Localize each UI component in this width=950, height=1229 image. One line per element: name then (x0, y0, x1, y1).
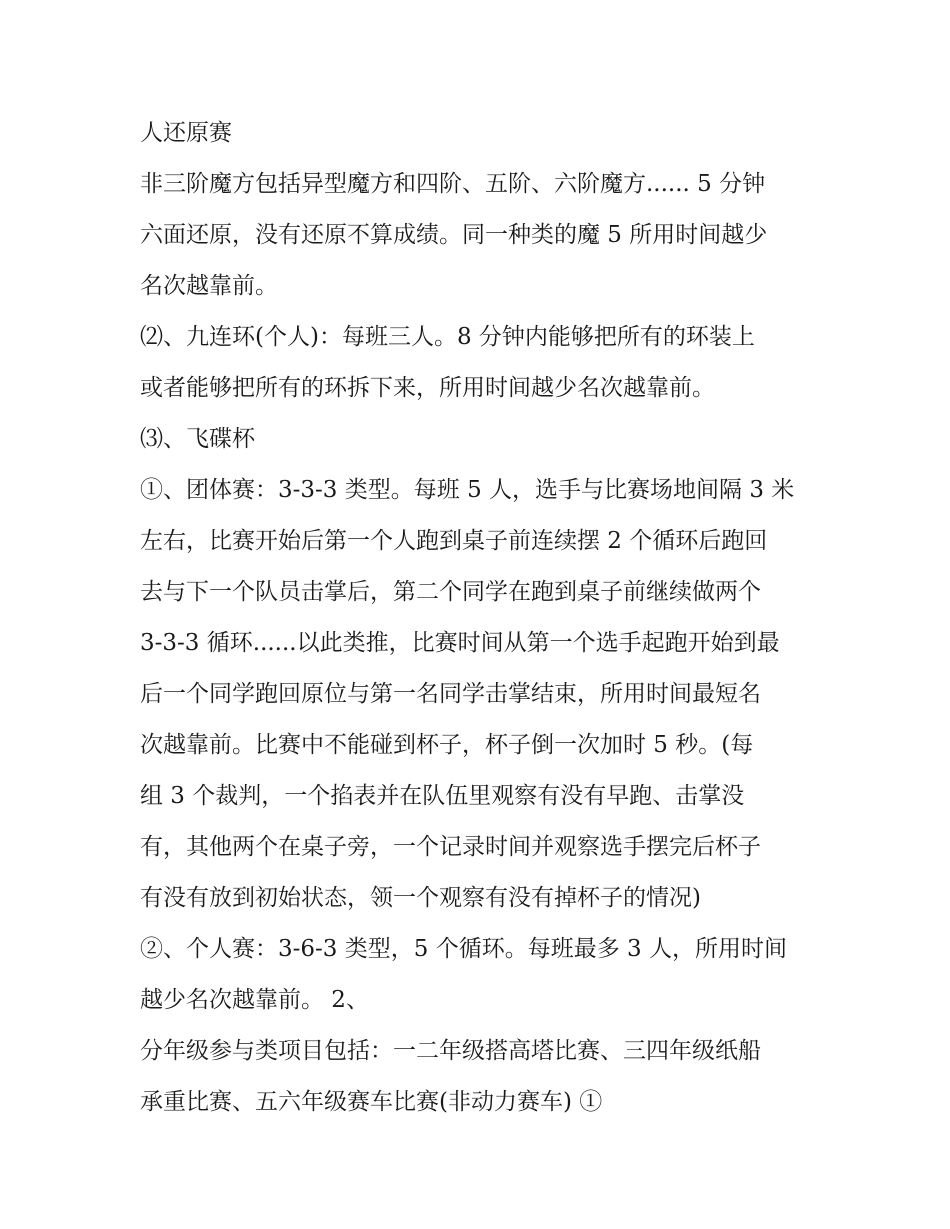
text-line: 有没有放到初始状态，领一个观察有没有掉杯子的情况) (140, 885, 701, 911)
text-line: ②、个人赛：3-6-3 类型，5 个循环。每班最多 3 人，所用时间 (140, 936, 787, 962)
text-line: 六面还原，没有还原不算成绩。同一种类的魔 5 所用时间越少 (140, 222, 768, 248)
text-line: 名次越靠前。 (140, 273, 278, 299)
text-line: 分年级参与类项目包括：一二年级搭高塔比赛、三四年级纸船 (140, 1038, 761, 1064)
text-line: 或者能够把所有的环拆下来，所用时间越少名次越靠前。 (140, 375, 715, 401)
text-line: 左右，比赛开始后第一个人跑到桌子前连续摆 2 个循环后跑回 (140, 528, 768, 554)
text-line: 有，其他两个在桌子旁，一个记录时间并观察选手摆完后杯子 (140, 834, 761, 860)
text-line: 非三阶魔方包括异型魔方和四阶、五阶、六阶魔方...... 5 分钟 (140, 171, 766, 197)
text-line: 后一个同学跑回原位与第一名同学击掌结束，所用时间最短名 (140, 681, 761, 707)
text-line: 次越靠前。比赛中不能碰到杯子，杯子倒一次加时 5 秒。(每 (140, 732, 754, 758)
text-line: 去与下一个队员击掌后，第二个同学在跑到桌子前继续做两个 (140, 579, 761, 605)
text-line: 承重比赛、五六年级赛车比赛(非动力赛车) ① (140, 1089, 603, 1115)
text-line: 组 3 个裁判，一个掐表并在队伍里观察有没有早跑、击掌没 (140, 783, 745, 809)
text-line: 越少名次越靠前。 2、 (140, 987, 369, 1013)
text-line: 人还原赛 (140, 120, 232, 146)
text-line: ⑵、九连环(个人)：每班三人。8 分钟内能够把所有的环装上 (140, 324, 755, 350)
text-line: 3-3-3 循环......以此类推，比赛时间从第一个选手起跑开始到最 (140, 630, 780, 656)
document-body (140, 108, 820, 1128)
text-line: ⑶、飞碟杯 (140, 426, 255, 452)
text-line: ①、团体赛：3-3-3 类型。每班 5 人，选手与比赛场地间隔 3 米 (140, 477, 795, 503)
